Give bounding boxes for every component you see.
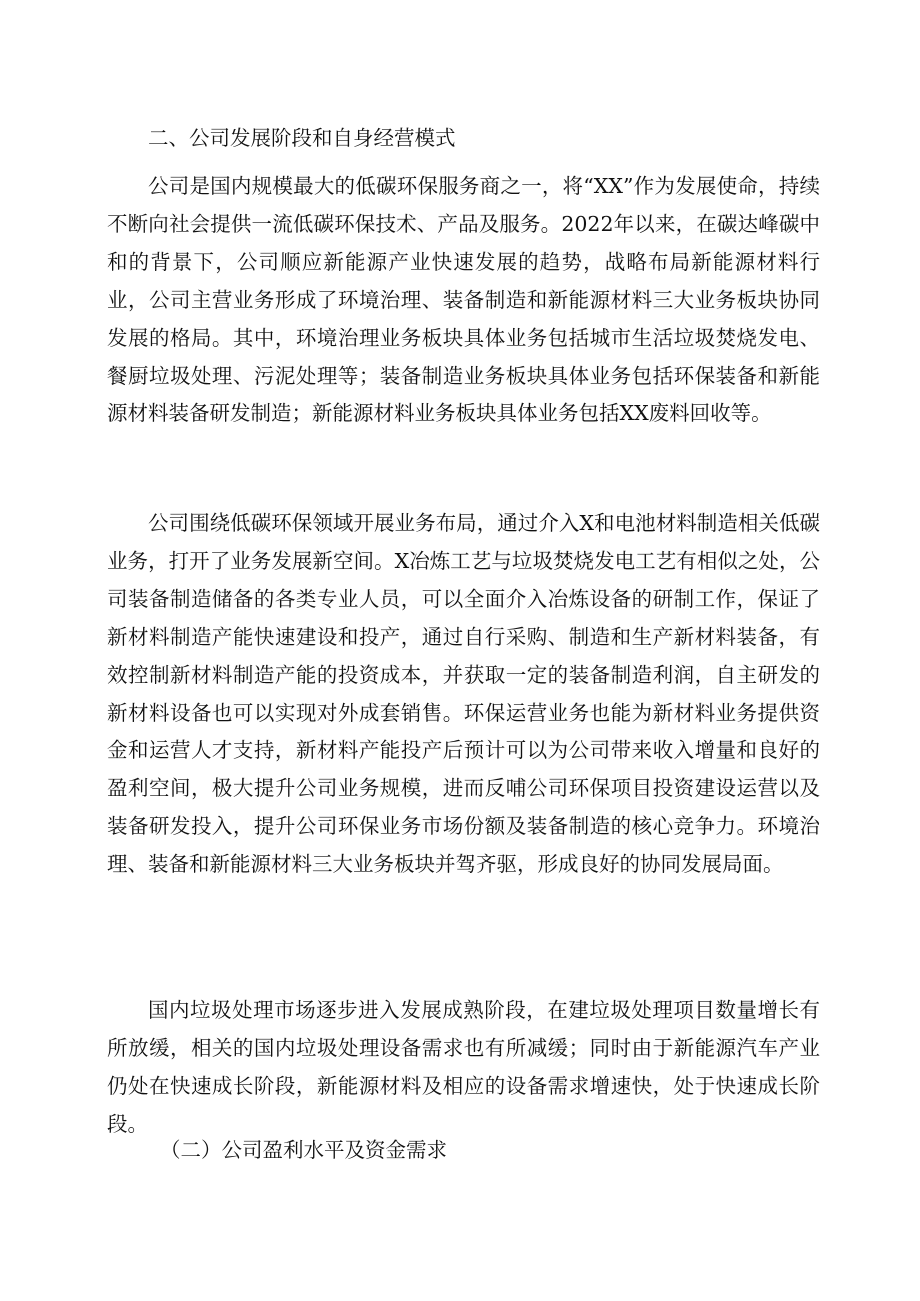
paragraph-market-stage: 国内垃圾处理市场逐步进入发展成熟阶段，在建垃圾处理项目数量增长有所放缓，相关的国内垃圾处理设备需求也有所减缓；同时由于新能源汽车产业仍处在快速成长阶段，新能源材料及相应的设备需求增速快，处于快速成长阶段。 — [107, 998, 820, 1136]
paragraph-business-layout: 公司围绕低碳环保领域开展业务布局，通过介入X和电池材料制造相关低碳业务，打开了业务发展新空间。X冶炼工艺与垃圾焚烧发电工艺有相似之处，公司装备制造储备的各类专业人员，可以全面介入冶炼设备的研制工作，保证了新材料制造产能快速建设和投产，通过自行采购、制造和生产新材料装备，有效控制新材料制造产能的投资成本，并获取一定的装备制造利润，自主研发的新材料设备也可以实现对外成套销售。环保运营业务也能为新材料业务提供资金和运营人才支持，新材料产能投产后预计可以为公司带来收入增量和良好的盈利空间，极大提升公司业务规模，进而反哺公司环保项目投资建设运营以及装备研发投入，提升公司环保业务市场份额及装备制造的核心竞争力。环境治理、装备和新能源材料三大业务板块并驾齐驱，形成良好的协同发展局面。 — [107, 511, 820, 877]
paragraph-business-overview: 公司是国内规模最大的低碳环保服务商之一，将“XX”作为发展使命，持续不断向社会提供一流低碳环保技术、产品及服务。2022年以来，在碳达峰碳中和的背景下，公司顺应新能源产业快速发展的趋势，战略布局新能源材料行业，公司主营业务形成了环境治理、装备制造和新能源材料三大业务板块协同发展的格局。其中，环境治理业务板块具体业务包括城市生活垃圾焚烧发电、餐厨垃圾处理、污泥处理等；装备制造业务板块具体业务包括环保装备和新能源材料装备研发制造；新能源材料业务板块具体业务包括XX废料回收等。 — [107, 174, 820, 426]
section-heading: 二、公司发展阶段和自身经营模式 — [148, 126, 456, 150]
subsection-heading: （二）公司盈利水平及资金需求 — [160, 1138, 447, 1162]
